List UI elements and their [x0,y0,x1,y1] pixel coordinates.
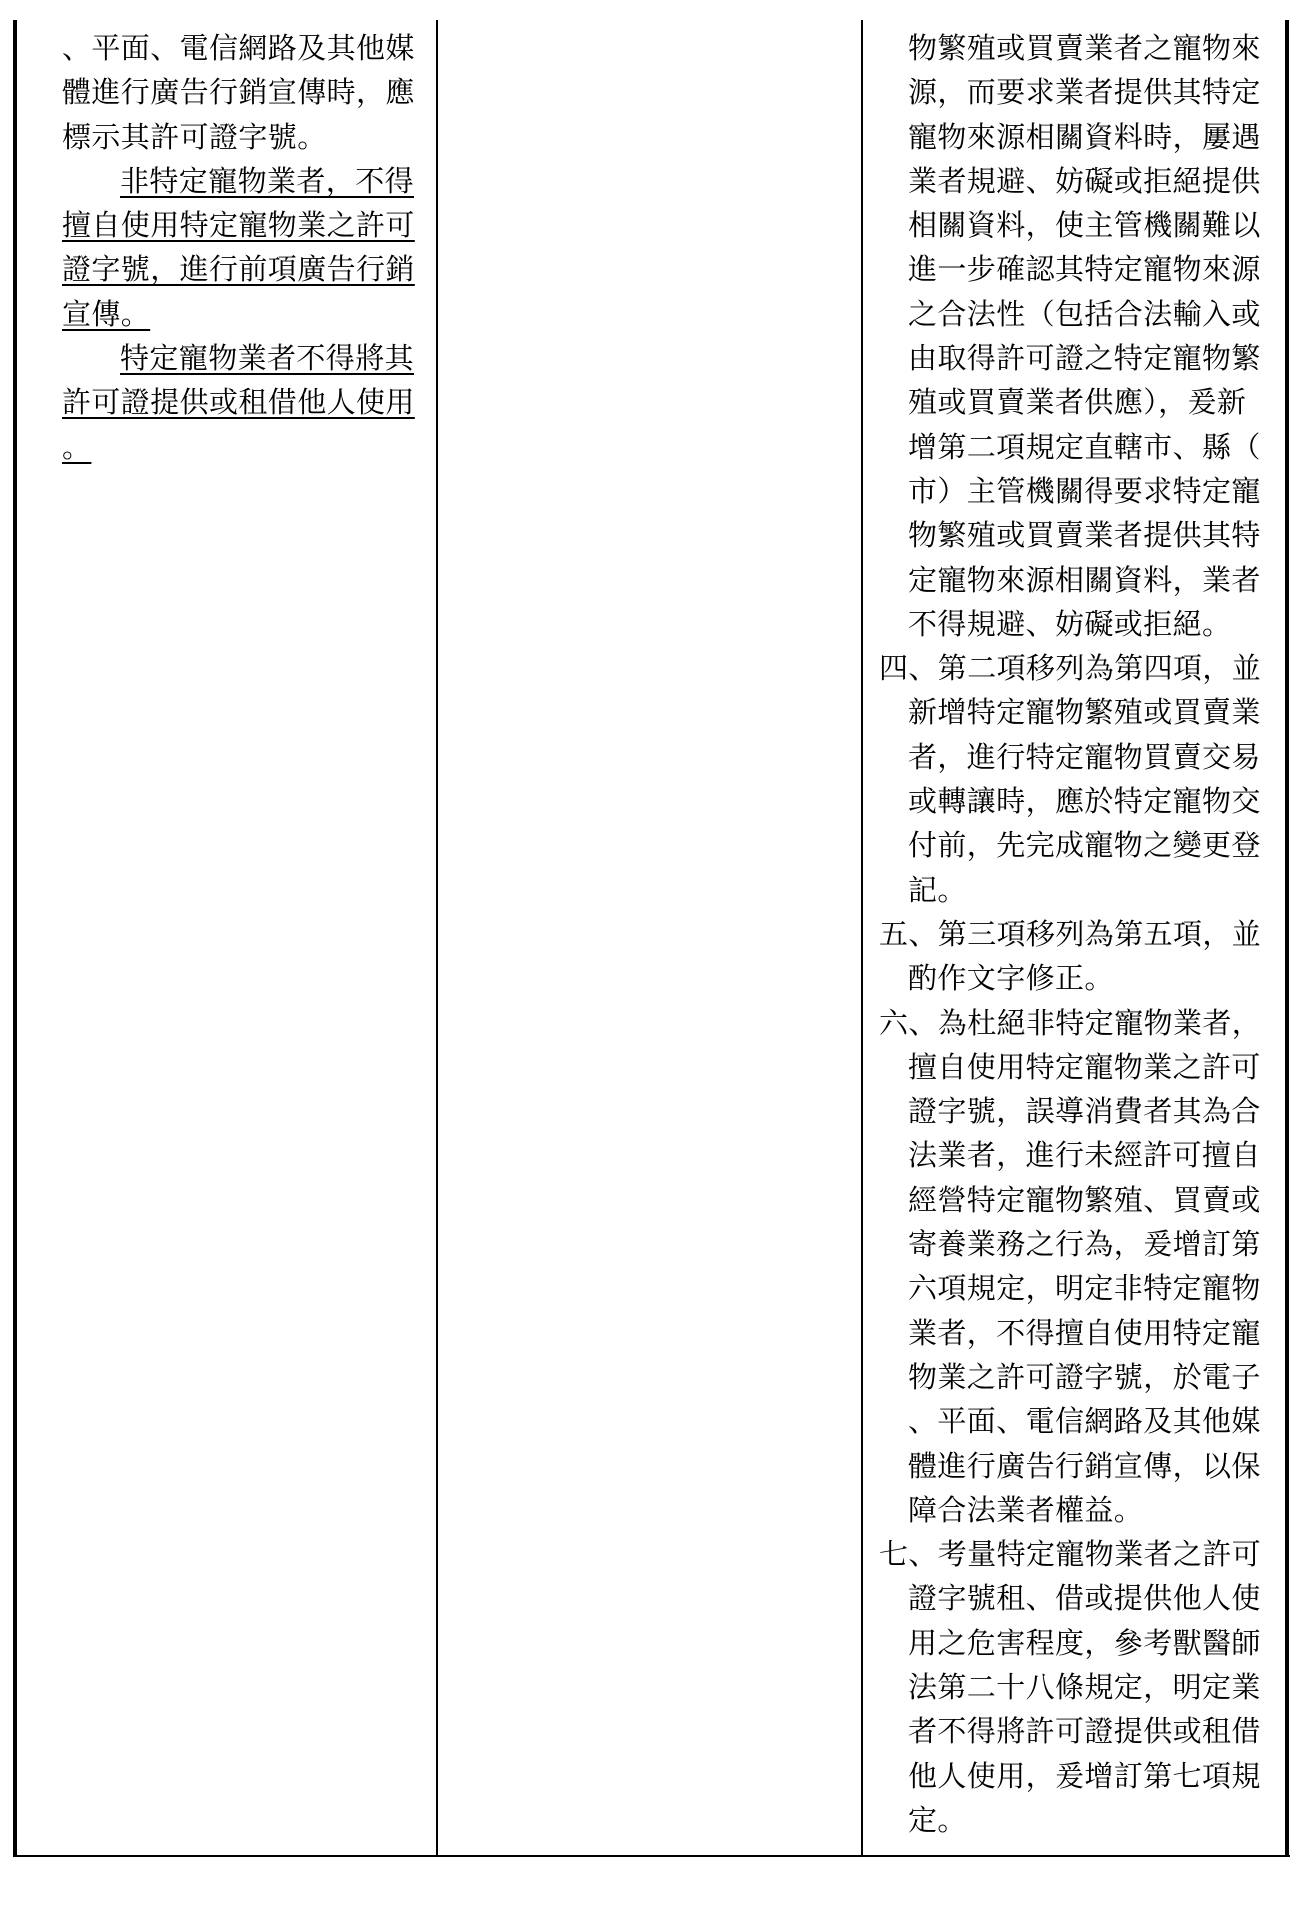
text-line: 物繁殖或買賣業者之寵物來 [908,31,1261,65]
text-line: 法業者，進行未經許可擅自 [908,1138,1261,1173]
text-line: 酌作文字修正。 [908,961,1114,996]
text-line: 他人使用，爰增訂第七項規 [908,1758,1261,1793]
text-line: 六項規定，明定非特定寵物 [908,1271,1261,1306]
list-item-6: 六、為杜絕非特定寵物業者， [879,1005,1262,1040]
text-line: 者不得將許可證提供或租借 [908,1714,1261,1749]
text-line [62,247,432,291]
text-line: 增第二項規定直轄市、縣（ [908,429,1261,464]
text-line: 定。 [908,1802,967,1837]
text-line: 體進行廣告行銷宣傳，以保 [908,1448,1261,1483]
text-line: 殖或買賣業者供應），爰新 [908,385,1247,420]
text-line: 經營特定寵物繁殖、買賣或 [908,1182,1261,1217]
text-line: 法第二十八條規定，明定業 [908,1669,1261,1704]
text-line: 由取得許可證之特定寵物繁 [908,341,1261,376]
text-line: 業者，不得擅自使用特定寵 [908,1315,1261,1350]
text-line: 記。 [908,872,967,907]
text-line: 新增特定寵物繁殖或買賣業 [908,695,1261,730]
text-line: 市）主管機關得要求特定寵 [908,473,1261,508]
text-line: 進一步確認其特定寵物來源 [908,252,1261,287]
text-line: 標示其許可證字號。 [62,119,327,154]
text-line: 擅自使用特定寵物業之許可 [908,1049,1261,1084]
text-line: 、平面、電信網路及其他媒 [62,31,415,65]
table-border-bottom [13,1855,1290,1857]
underlined-text: 證字號，進行前項廣告行銷 [62,252,415,287]
table-border-left [13,20,17,1857]
comparison-table [13,20,1290,1857]
underlined-text: 。 [62,429,92,464]
underlined-text: 擅自使用特定寵物業之許可 [62,208,415,243]
text-line: 用之危害程度，參考獸醫師 [908,1625,1261,1660]
text-line: 源，而要求業者提供其特定 [908,75,1261,110]
table-border-right [1285,20,1289,1857]
text-line: 或轉讓時，應於特定寵物交 [908,784,1261,819]
underlined-text: 非特定寵物業者，不得 [120,163,415,198]
text-line: 付前，先完成寵物之變更登 [908,828,1261,863]
text-line: 定寵物來源相關資料，業者 [908,562,1261,597]
text-line [62,425,432,469]
text-line: 證字號租、借或提供他人使 [908,1581,1261,1616]
text-line [62,380,432,424]
amended-text-column [62,26,432,469]
text-line: 體進行廣告行銷宣傳時，應 [62,75,415,110]
text-line [62,203,432,247]
text-line [62,336,432,380]
list-item-5: 五、第三項移列為第五項，並 [879,916,1262,951]
text-line: 寄養業務之行為，爰增訂第 [908,1227,1261,1262]
underlined-text: 宣傳。 [62,296,151,331]
text-line [62,159,432,203]
text-line: 障合法業者權益。 [908,1492,1144,1527]
text-line: 物繁殖或買賣業者提供其特 [908,518,1261,553]
text-line [62,292,432,336]
explanation-column [879,26,1279,1842]
text-line: 寵物來源相關資料時，屢遇 [908,119,1261,154]
text-line: 證字號，誤導消費者其為合 [908,1094,1261,1129]
list-item-7: 七、考量特定寵物業者之許可 [879,1537,1262,1572]
column-divider-1 [436,20,438,1857]
text-line: 業者規避、妨礙或拒絕提供 [908,163,1261,198]
underlined-text: 許可證提供或租借他人使用 [62,385,415,420]
underlined-text: 特定寵物業者不得將其 [120,341,415,376]
text-line: 之合法性（包括合法輸入或 [908,296,1261,331]
text-line: 相關資料，使主管機關難以 [908,208,1261,243]
list-item-4: 四、第二項移列為第四項，並 [879,651,1262,686]
text-line: 不得規避、妨礙或拒絕。 [908,606,1232,641]
text-line: 者，進行特定寵物買賣交易 [908,739,1261,774]
column-divider-2 [861,20,863,1857]
text-line: 物業之許可證字號，於電子 [908,1359,1261,1394]
text-line: 、平面、電信網路及其他媒 [908,1404,1261,1439]
